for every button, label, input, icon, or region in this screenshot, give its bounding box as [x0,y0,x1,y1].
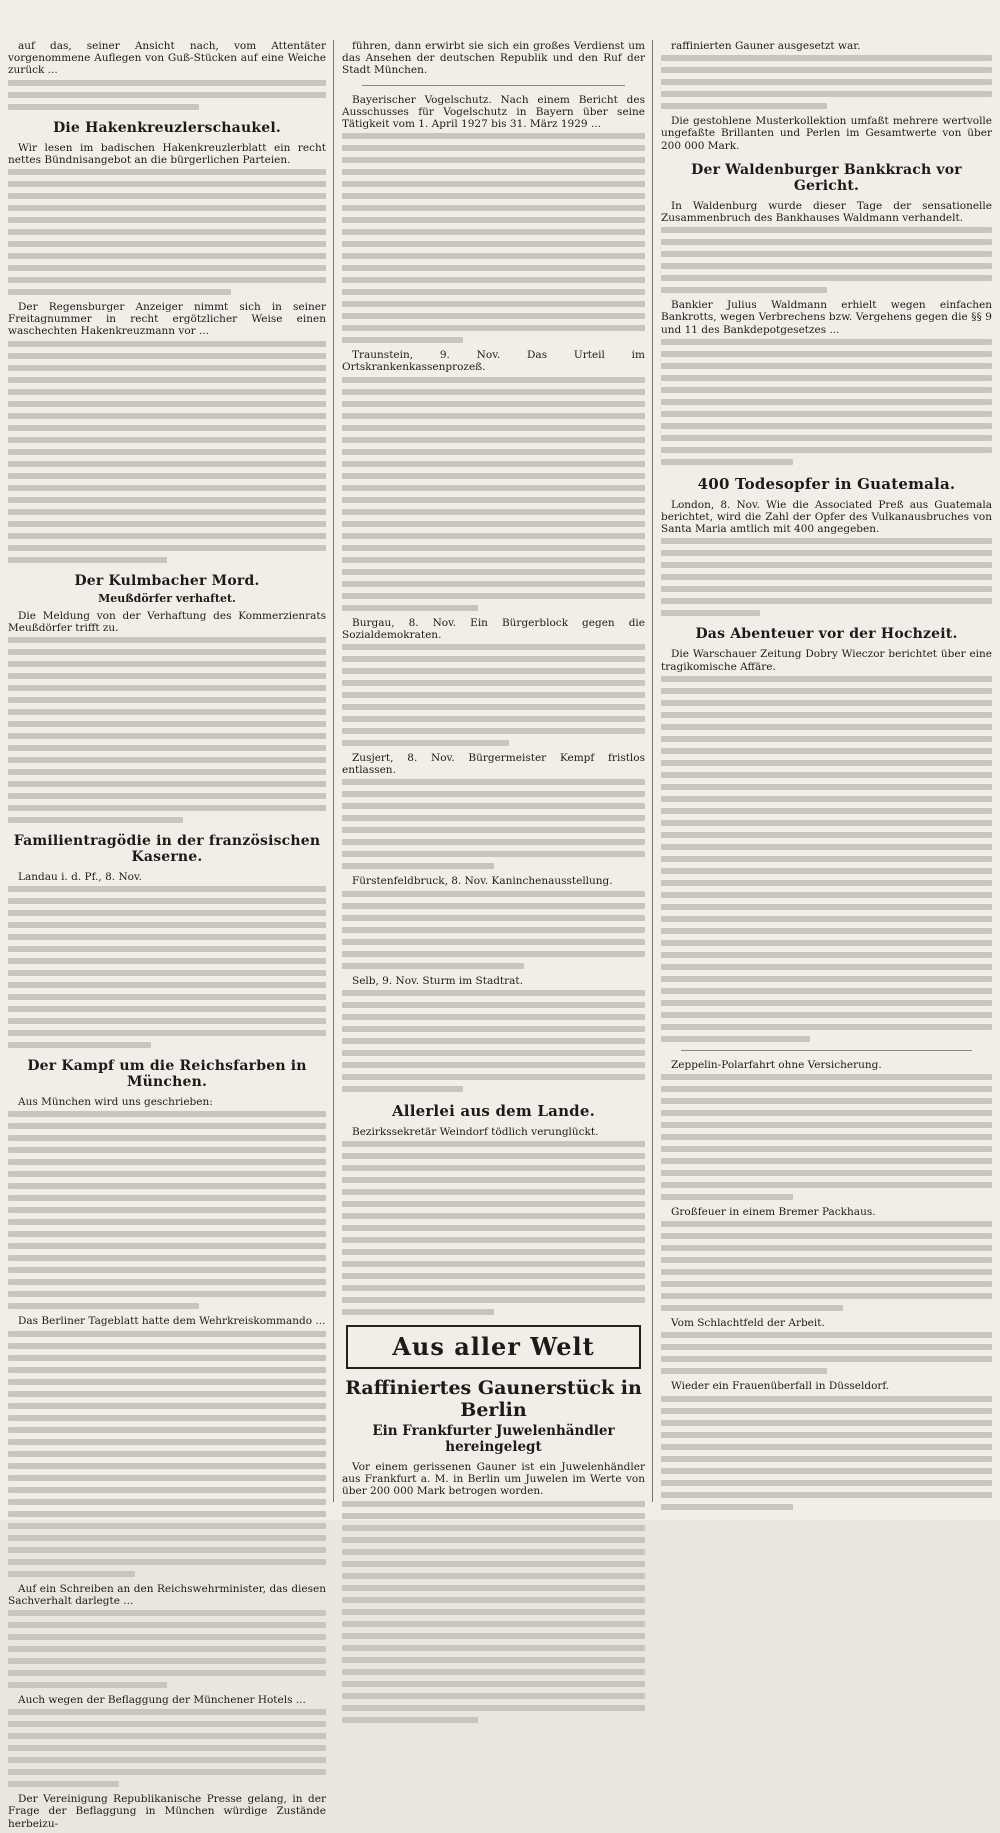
article-paragraph: Der Regensburger Anzeiger nimmt sich in seiner Freitagnummer in recht ergötzlicher Weise einen waschechten Hakenkreuzmann vor ... [8,301,326,338]
article-paragraph: Landau i. d. Pf., 8. Nov. [18,871,142,884]
article-title: Familientragödie in der französischen Kaserne. [13,833,321,866]
article-paragraph: Das Berliner Tageblatt hatte dem Wehrkreiskommando ... [18,1315,326,1328]
article-paragraph: Die Meldung von der Verhaftung des Kommerzienrats Meußdörfer trifft zu. [8,609,326,634]
news-item: Zusjert, 8. Nov. Bürgermeister Kempf fristlos entlassen. [342,752,645,777]
article-paragraph: Bankier Julius Waldmann erhielt wegen einfachen Bankrotts, wegen Verbrechens bzw. Vergehens gegen die §§ 9 und 11 des Bankdepotgesetzes ... [661,299,992,336]
news-item: Burgau, 8. Nov. Ein Bürgerblock gegen die Sozialdemokraten. [342,616,645,641]
article-paragraph: Wir lesen im badischen Hakenkreuzlerblatt ein recht nettes Bündnisangebot an die bürgerlichen Parteien. [8,141,326,166]
section-title: Allerlei aus dem Lande. [391,1101,596,1120]
article-paragraph: Die gestohlene Musterkollektion umfaßt mehrere wertvolle ungefaßte Brillanten und Perlen im Gesamtwerte von über 200 000 Mark. [661,115,992,152]
news-item: Wieder ein Frauenüberfall in Düsseldorf. [671,1380,890,1393]
article-paragraph: Aus München wird uns geschrieben: [18,1096,213,1109]
news-item: Bezirkssekretär Weindorf tödlich verunglückt. [352,1125,599,1138]
news-item: Fürstenfeldbruck, 8. Nov. Kaninchenausstellung. [352,875,613,888]
big-subheadline: Ein Frankfurter Juwelenhändler hereingelegt [372,1423,615,1456]
article-paragraph: Der Vereinigung Republikanische Presse gelang, in der Frage der Beflaggung in München würdige Zustände herbeizu- [8,1793,326,1830]
news-item: Traunstein, 9. Nov. Das Urteil im Ortskrankenkassenprozeß. [342,349,645,374]
article-title: Der Kampf um die Reichsfarben in München. [27,1058,307,1091]
intro-text: raffinierten Gauner ausgesetzt war. [671,40,861,52]
news-item: Großfeuer in einem Bremer Packhaus. [671,1206,876,1219]
news-item: Bayerischer Vogelschutz. Nach einem Bericht des Ausschusses für Vogelschutz in Bayern über seine Tätigkeit vom 1. April 1927 bis 31. März 1929 ... [342,93,645,131]
news-item: Vom Schlachtfeld der Arbeit. [671,1317,825,1330]
article-paragraph: Auch wegen der Beflaggung der Münchener Hotels ... [18,1694,306,1707]
article-title: Der Waldenburger Bankkrach vor Gericht. [691,161,962,194]
article-title: 400 Todesopfer in Guatemala. [697,474,956,493]
big-headline: Raffiniertes Gaunerstück in Berlin [345,1377,642,1422]
news-item: Selb, 9. Nov. Sturm im Stadtrat. [352,974,523,987]
section-box-title: Aus aller Welt [346,1325,641,1369]
article-paragraph: Auf ein Schreiben an den Reichswehrminister, das diesen Sachverhalt darlegte ... [8,1582,326,1607]
article-paragraph: Die Warschauer Zeitung Dobry Wieczor berichtet über eine tragikomische Affäre. [661,648,992,673]
article-title: Der Kulmbacher Mord. [74,572,260,589]
column-right [653,40,1000,1516]
news-item: Zeppelin-Polarfahrt ohne Versicherung. [671,1058,882,1071]
article-paragraph: In Waldenburg wurde dieser Tage der sensationelle Zusammenbruch des Bankhauses Waldmann verhandelt. [661,199,992,225]
article-title: Die Hakenkreuzlerschaukel. [53,119,281,136]
article-title: Das Abenteuer vor der Hochzeit. [695,626,958,643]
news-item: Vor einem gerissenen Gauner ist ein Juwelenhändler aus Frankfurt a. M. in Berlin um Juwelen im Werte von über 200 000 Mark betrogen worden. [342,1461,645,1498]
intro-text: auf das, seiner Ansicht nach, vom Attentäter vorgenommene Auflegen von Guß-Stücken auf eine Weiche zurück ... [8,40,326,77]
intro-text: führen, dann erwirbt sie sich ein großes Verdienst um das Ansehen der deutschen Republik und den Ruf der Stadt München. [342,40,645,77]
article-paragraph: London, 8. Nov. Wie die Associated Preß aus Guatemala berichtet, wird die Zahl der Opfer des Vulkanausbruches von Santa Maria amtlich mit 400 angegeben. [661,498,992,536]
article-subtitle: Meußdörfer verhaftet. [98,591,236,605]
column-left [0,40,334,1833]
column-middle [334,40,653,1729]
